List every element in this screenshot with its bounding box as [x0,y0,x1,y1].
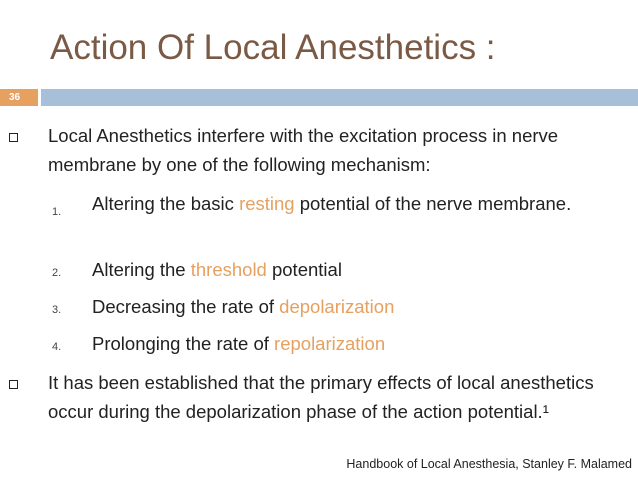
highlight-text: repolarization [274,333,386,354]
list-number: 4. [52,341,62,353]
list-item [92,292,602,321]
square-bullet-icon [9,133,18,142]
footer-citation: Handbook of Local Anesthesia, Stanley F. Malamed [346,457,632,471]
bullet-text: It has been established that the primary effects of local anesthetics occur during the depolarization phase of the action potential.¹ [48,372,594,422]
highlight-text: resting [239,193,295,214]
list-item [92,189,602,218]
square-bullet-icon [9,380,18,389]
bullet-text: Local Anesthetics interfere with the excitation process in nerve membrane by one of the following mechanism: [48,125,559,175]
item-text: potential of the nerve membrane. [294,193,572,214]
list-item [92,255,602,284]
list-number: 1. [52,206,62,218]
header-band [41,89,638,106]
slide-number: 36 [0,89,38,106]
item-text: Prolonging the rate of [92,333,275,354]
item-text: Altering the basic [92,193,240,214]
slide-title: Action Of Local Anesthetics : [50,28,496,67]
item-text: Altering the [92,259,191,280]
item-text: potential [266,259,342,280]
item-text: Decreasing the rate of [92,296,280,317]
list-number: 2. [52,267,62,279]
list-number: 3. [52,304,62,316]
highlight-text: depolarization [279,296,395,317]
list-item [92,329,602,358]
highlight-text: threshold [190,259,267,280]
